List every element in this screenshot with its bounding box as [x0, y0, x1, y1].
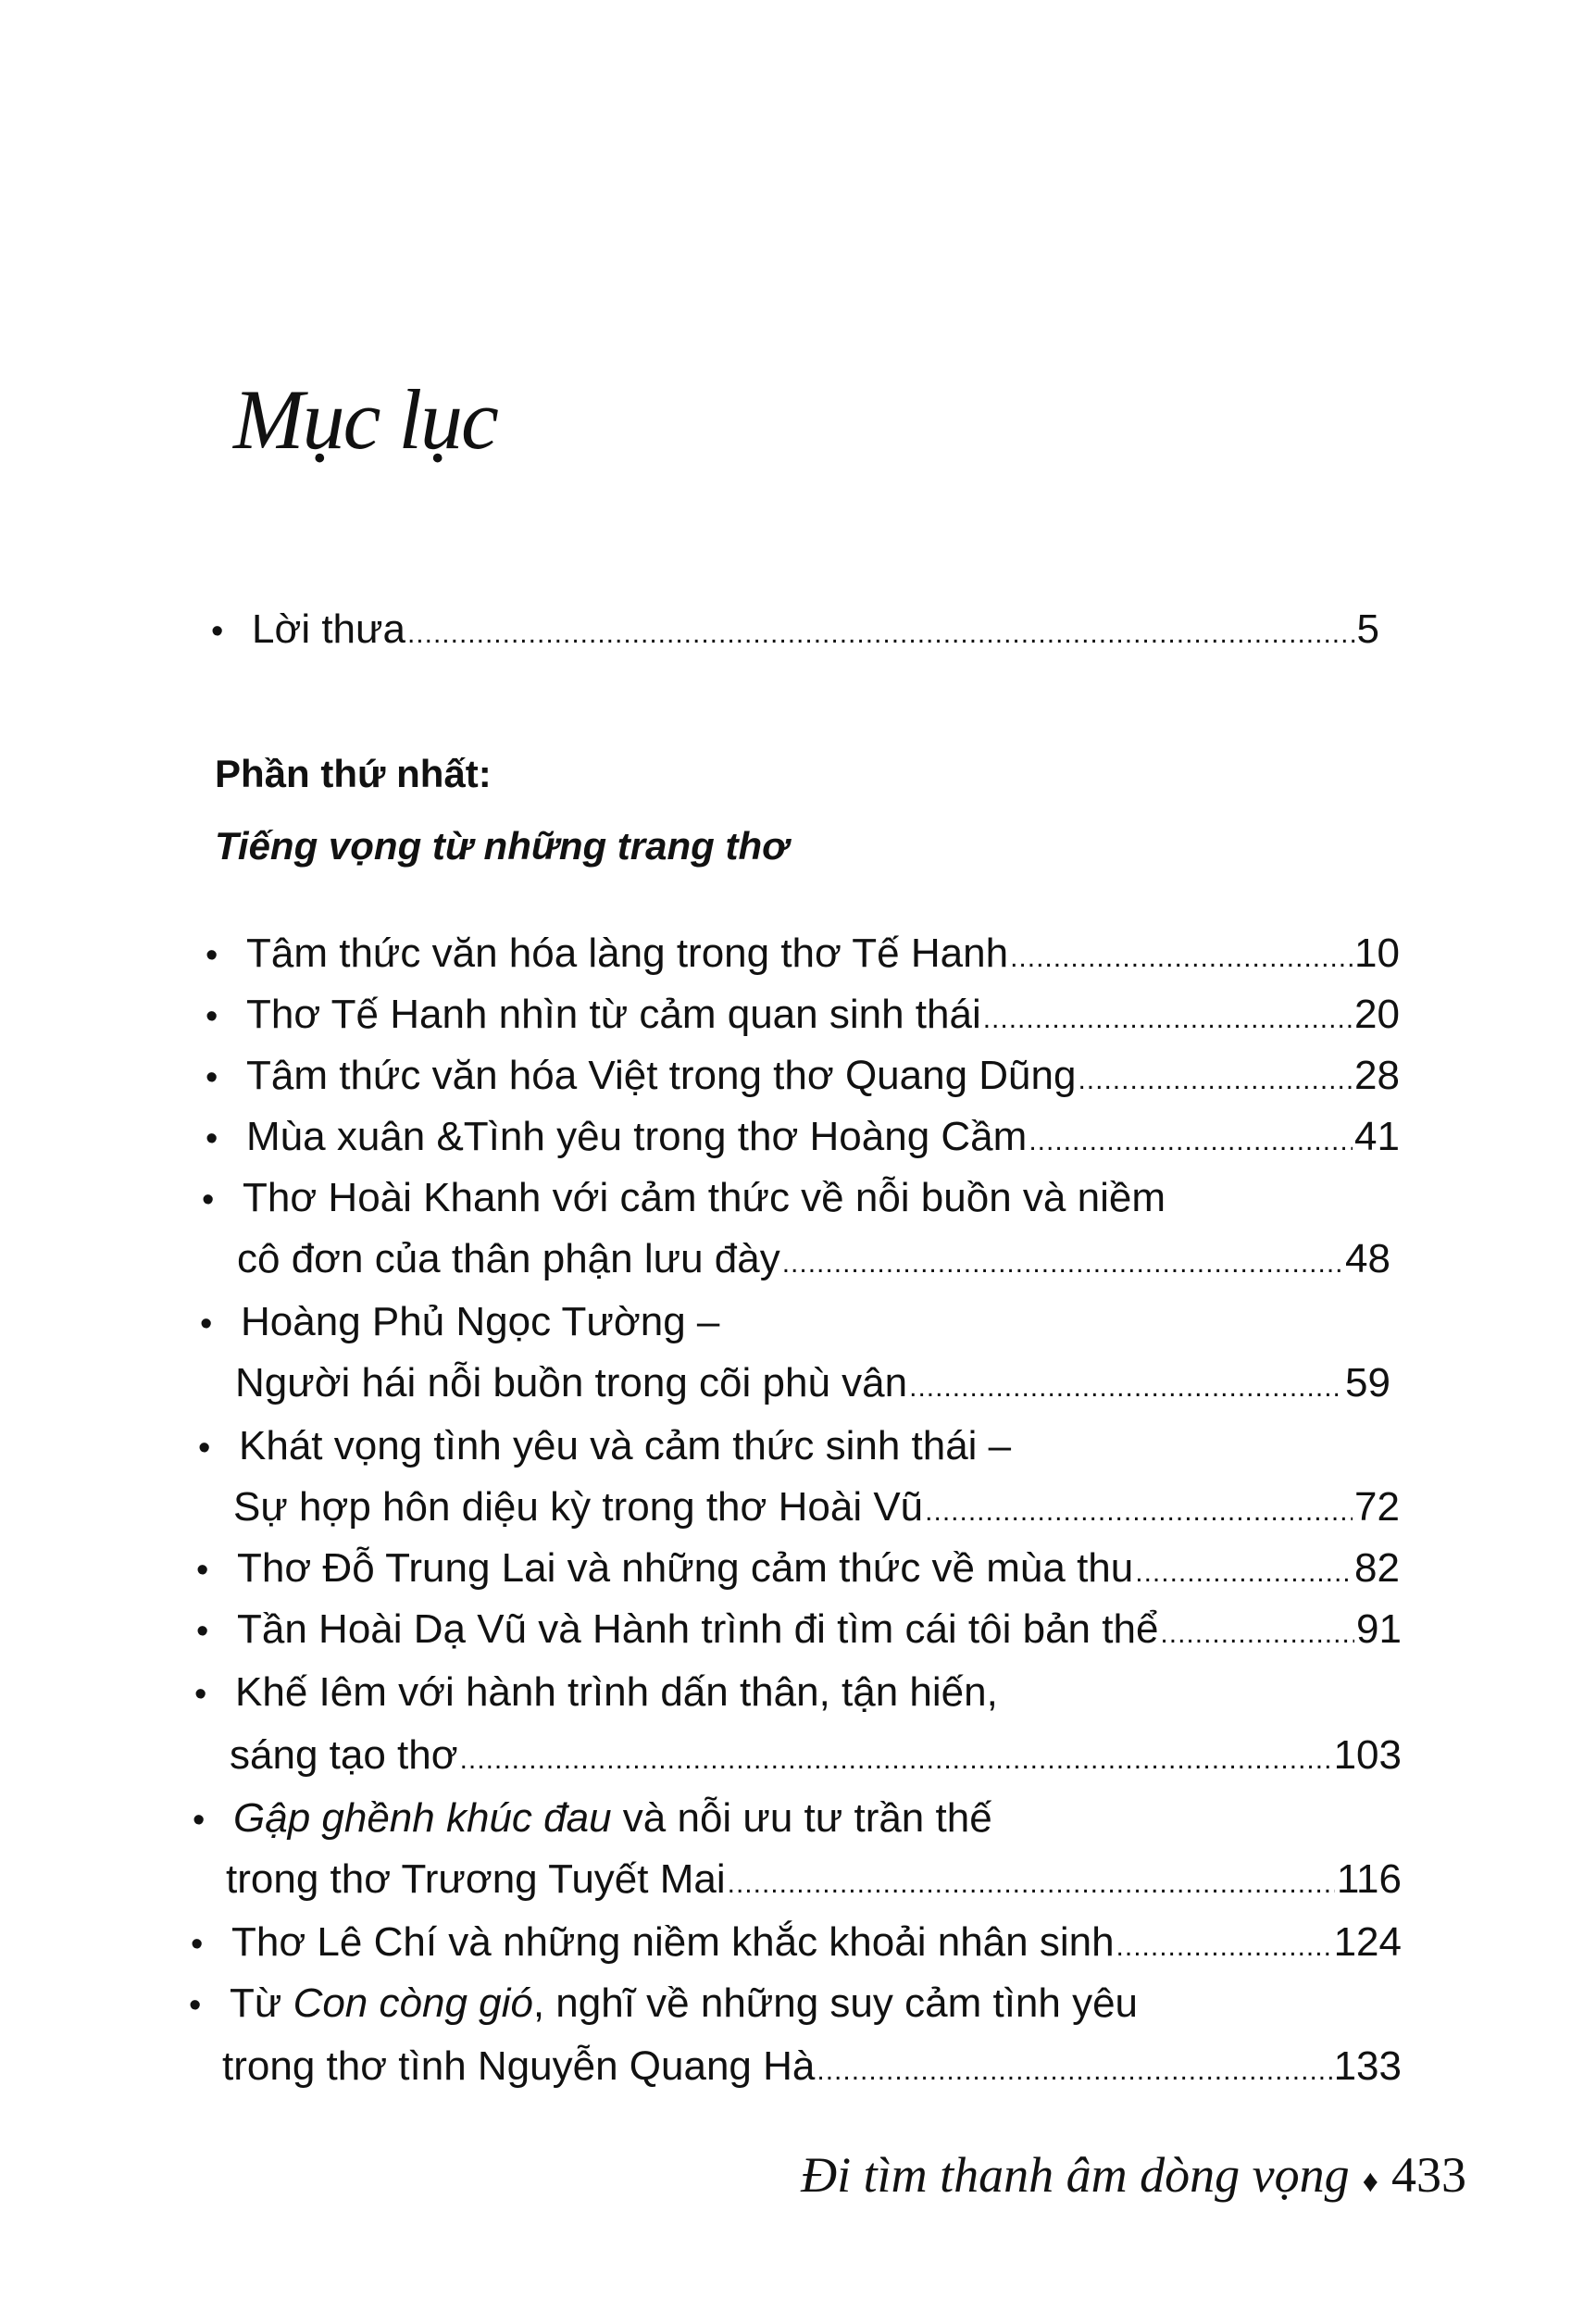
toc-entry-page: 59 — [1345, 1360, 1390, 1405]
bullet-icon: • — [206, 997, 218, 1036]
label-rest: , nghĩ về những suy cảm tình yêu — [532, 1980, 1139, 2026]
bullet-icon: • — [198, 1429, 211, 1468]
toc-entry-page: 28 — [1354, 1053, 1400, 1098]
toc-entry-label: Thơ Tế Hanh nhìn từ cảm quan sinh thái — [246, 992, 981, 1037]
toc-entry-line2[interactable] — [226, 1852, 1402, 1912]
bullet-icon: • — [189, 1986, 202, 2025]
toc-entry-label: Người hái nỗi buồn trong cõi phù vân — [235, 1360, 908, 1405]
toc-entry-page: 72 — [1354, 1484, 1400, 1530]
toc-entry-label: Thơ Đỗ Trung Lai và những cảm thức về mùa thu — [237, 1545, 1134, 1591]
toc-entry-label: Thơ Lê Chí và những niềm khắc khoải nhân sinh — [231, 1919, 1115, 1965]
toc-entry-label: Tâm thức văn hóa Việt trong thơ Quang Dũng — [246, 1053, 1077, 1098]
toc-entry-page: 5 — [1356, 606, 1379, 652]
toc-entry-preface[interactable] — [211, 602, 1379, 662]
dot-leader — [909, 1360, 1343, 1416]
toc-entry-page: 48 — [1345, 1236, 1390, 1281]
bullet-icon: • — [191, 1925, 204, 1964]
dot-leader — [782, 1236, 1343, 1292]
bullet-icon: • — [194, 1675, 207, 1714]
toc-entry[interactable] — [206, 1048, 1400, 1108]
footer-book-title: Đi tìm thanh âm dòng vọng — [801, 2147, 1350, 2203]
toc-entry-page: 124 — [1333, 1919, 1402, 1965]
toc-entry-page: 133 — [1333, 2043, 1402, 2089]
dot-leader — [1078, 1053, 1353, 1108]
toc-entry-page: 20 — [1354, 992, 1400, 1037]
toc-entry-label: Mùa xuân &Tình yêu trong thơ Hoàng Cầm — [246, 1114, 1028, 1159]
toc-entry-page: 10 — [1354, 931, 1400, 976]
dot-leader — [925, 1484, 1353, 1540]
toc-entry-line2[interactable] — [233, 1480, 1400, 1540]
toc-entry-label — [233, 1791, 992, 1846]
toc-entry-line1[interactable] — [189, 1976, 1402, 2033]
toc-entry-page: 116 — [1336, 1856, 1402, 1902]
toc-entry-label: Khế Iêm với hành trình dấn thân, tận hiến, — [235, 1669, 998, 1715]
toc-entry-label: cô đơn của thân phận lưu đày — [237, 1236, 780, 1281]
italic-title: Con còng gió — [293, 1980, 533, 2026]
dot-leader — [1160, 1606, 1354, 1662]
label-rest: và nỗi ưu tư trần thế — [611, 1795, 992, 1841]
toc-entry-label: trong thơ tình Nguyễn Quang Hà — [222, 2043, 816, 2089]
toc-entry-label: Sự hợp hôn diệu kỳ trong thơ Hoài Vũ — [233, 1484, 924, 1530]
toc-entry-line1[interactable] — [193, 1791, 1396, 1848]
part-heading: Phần thứ nhất: — [215, 752, 492, 795]
bullet-icon: • — [206, 1119, 218, 1158]
dot-leader — [1135, 1545, 1353, 1601]
label-pre: Từ — [230, 1980, 293, 2026]
italic-title: Gập ghềnh khúc đau — [233, 1795, 612, 1841]
dot-leader — [407, 606, 1355, 662]
diamond-icon: ♦ — [1362, 2165, 1378, 2199]
toc-entry-line2[interactable] — [237, 1231, 1390, 1292]
dot-leader — [728, 1856, 1335, 1912]
dot-leader — [1116, 1919, 1332, 1975]
toc-entry[interactable] — [191, 1915, 1402, 1975]
toc-entry-line1[interactable] — [194, 1665, 1398, 1722]
toc-entry-page: 82 — [1354, 1545, 1400, 1591]
bullet-icon: • — [206, 936, 218, 975]
bullet-icon: • — [206, 1058, 218, 1097]
dot-leader — [460, 1732, 1332, 1788]
toc-entry-label: Thơ Hoài Khanh với cảm thức về nỗi buồn và niềm — [243, 1175, 1166, 1220]
running-footer — [801, 2146, 1466, 2204]
toc-entry[interactable] — [206, 1109, 1400, 1169]
toc-entry-label: sáng tạo thơ — [230, 1732, 458, 1778]
bullet-icon: • — [211, 612, 224, 651]
toc-entry-label: trong thơ Trương Tuyết Mai — [226, 1856, 726, 1902]
toc-entry-line1[interactable] — [202, 1170, 1400, 1228]
toc-entry-page: 91 — [1356, 1606, 1402, 1652]
toc-entry-label — [230, 1976, 1138, 2031]
bullet-icon: • — [196, 1551, 209, 1590]
dot-leader — [1029, 1114, 1353, 1169]
dot-leader — [1010, 931, 1353, 986]
toc-entry-label: Khát vọng tình yêu và cảm thức sinh thái – — [239, 1423, 1012, 1468]
bullet-icon: • — [202, 1180, 215, 1219]
toc-entry-line1[interactable] — [198, 1418, 1396, 1476]
toc-entry-line2[interactable] — [235, 1355, 1390, 1416]
toc-entry-line2[interactable] — [230, 1728, 1402, 1788]
part-subtitle: Tiếng vọng từ những trang thơ — [215, 824, 789, 868]
toc-entry-label: Tâm thức văn hóa làng trong thơ Tế Hanh — [246, 931, 1009, 976]
bullet-icon: • — [200, 1305, 213, 1343]
toc-entry-label: Lời thưa — [252, 606, 405, 652]
page-title: Mục lục — [233, 372, 497, 467]
dot-leader — [983, 992, 1353, 1047]
footer-page-number: 433 — [1391, 2147, 1466, 2203]
toc-entry-label: Hoàng Phủ Ngọc Tường – — [241, 1299, 720, 1344]
toc-entry-page: 41 — [1354, 1114, 1400, 1159]
dot-leader — [817, 2043, 1331, 2099]
toc-entry-label: Tần Hoài Dạ Vũ và Hành trình đi tìm cái tôi bản thể — [237, 1606, 1159, 1652]
toc-entry-line2[interactable] — [222, 2039, 1402, 2099]
toc-entry-page: 103 — [1333, 1732, 1402, 1778]
bullet-icon: • — [196, 1612, 209, 1651]
toc-entry[interactable] — [206, 926, 1400, 986]
bullet-icon: • — [193, 1801, 206, 1840]
toc-entry-line1[interactable] — [200, 1294, 1398, 1352]
toc-entry[interactable] — [196, 1602, 1402, 1662]
toc-entry[interactable] — [196, 1541, 1400, 1601]
toc-entry[interactable] — [206, 987, 1400, 1047]
